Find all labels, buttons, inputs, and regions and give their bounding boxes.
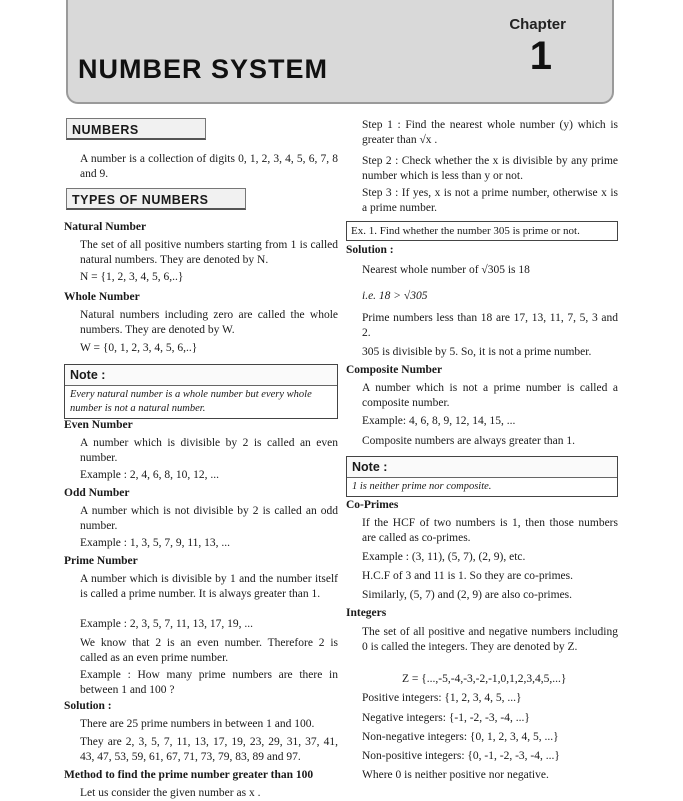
prime-number-text: A number which is divisible by 1 and the number itself is called a prime number. It is always greater than 1.: [80, 573, 338, 600]
hcf-text: H.C.F of 3 and 11 is 1. So they are co-primes.: [362, 570, 574, 582]
prime-number-example: Example : 2, 3, 5, 7, 11, 13, 17, 19, ...: [80, 618, 254, 630]
method-heading: Method to find the prime number greater than 100: [64, 769, 314, 781]
odd-number-example: Example : 1, 3, 5, 7, 9, 11, 13, ...: [80, 537, 231, 549]
solution-count: There are 25 prime numbers in between 1 and 100.: [80, 718, 315, 730]
odd-number-text: A number which is not divisible by 2 is called an odd number.: [80, 505, 338, 532]
solution-line-3: Prime numbers less than 18 are 17, 13, 11, 7, 5, 3 and 2.: [362, 312, 618, 339]
integers-set: Z = {...,-5,-4,-3,-2,-1,0,1,2,3,4,5,...}: [402, 673, 567, 685]
whole-number-text: Natural numbers including zero are called the whole numbers. They are denoted by W.: [80, 309, 338, 336]
non-negative-integers: Non-negative integers: {0, 1, 2, 3, 4, 5, ...}: [362, 731, 559, 743]
note-text-2: 1 is neither prime nor composite.: [352, 481, 492, 493]
non-positive-integers: Non-positive integers: {0, -1, -2, -3, -4, ...}: [362, 750, 560, 762]
chapter-title: NUMBER SYSTEM: [78, 54, 329, 84]
note-box-one: [346, 456, 618, 497]
composite-heading: Composite Number: [346, 364, 443, 376]
solution-line-4: 305 is divisible by 5. So, it is not a prime number.: [362, 346, 592, 358]
even-number-example: Example : 2, 4, 6, 8, 10, 12, ...: [80, 469, 219, 481]
solution-label: Solution :: [64, 700, 112, 712]
method-text: Let us consider the given number as x .: [80, 787, 261, 799]
zero-note: Where 0 is neither positive nor negative.: [362, 769, 549, 781]
natural-number-heading: Natural Number: [64, 221, 147, 233]
natural-number-text: The set of all positive numbers starting from 1 is called natural numbers. They are denoted by N.: [80, 239, 338, 266]
section-heading-numbers: NUMBERS: [66, 118, 206, 140]
chapter-banner: [66, 0, 614, 104]
whole-number-heading: Whole Number: [64, 291, 140, 303]
negative-integers: Negative integers: {-1, -2, -3, -4, ...}: [362, 712, 530, 724]
step-3: Step 3 : If yes, x is not a prime number, otherwise x is a prime number.: [362, 187, 618, 214]
coprimes-text: If the HCF of two numbers is 1, then those numbers are called as co-primes.: [362, 517, 618, 544]
natural-number-set: N = {1, 2, 3, 4, 5, 6,..}: [80, 271, 184, 283]
even-number-heading: Even Number: [64, 419, 133, 431]
even-number-text: A number which is divisible by 2 is called an even number.: [80, 437, 338, 464]
step-1: Step 1 : Find the nearest whole number (y) which is greater than √x .: [362, 119, 618, 146]
section-heading-types: TYPES OF NUMBERS: [66, 188, 246, 210]
chapter-number: 1: [529, 34, 552, 78]
solution-line-1: Nearest whole number of √305 is 18: [362, 264, 530, 276]
note-heading: Note :: [65, 365, 337, 386]
whole-number-set: W = {0, 1, 2, 3, 4, 5, 6,..}: [80, 342, 198, 354]
note-box-natural-whole: [64, 364, 338, 419]
integers-text: The set of all positive and negative numbers including 0 is called the integers. They are denoted by Z.: [362, 626, 618, 653]
similarly-text: Similarly, (5, 7) and (2, 9) are also co-primes.: [362, 589, 573, 601]
chapter-label: Chapter: [509, 16, 566, 33]
solution-prime-list: They are 2, 3, 5, 7, 11, 13, 17, 19, 23, 29, 31, 37, 41, 43, 47, 53, 59, 61, 67, 71, 73, 79, 83, 89 and 97.: [80, 736, 338, 763]
note-text: Every natural number is a whole number but every whole number is not a natural number.: [70, 389, 312, 414]
numbers-text: A number is a collection of digits 0, 1, 2, 3, 4, 5, 6, 7, 8 and 9.: [80, 153, 338, 180]
composite-example: Example: 4, 6, 8, 9, 12, 14, 15, ...: [362, 415, 516, 427]
solution-label-right: Solution :: [346, 244, 394, 256]
composite-greater: Composite numbers are always greater than 1.: [362, 435, 576, 447]
integers-heading: Integers: [346, 607, 387, 619]
solution-line-2: i.e. 18 > √305: [362, 290, 428, 302]
step-2: Step 2 : Check whether the x is divisible by any prime number which is less than y or not.: [362, 155, 618, 182]
positive-integers: Positive integers: {1, 2, 3, 4, 5, ...}: [362, 692, 522, 704]
odd-number-heading: Odd Number: [64, 487, 130, 499]
example-box: Ex. 1. Find whether the number 305 is prime or not.: [346, 221, 618, 241]
even-prime-text: We know that 2 is an even number. Therefore 2 is called as an even prime number.: [80, 637, 338, 664]
coprimes-example: Example : (3, 11), (5, 7), (2, 9), etc.: [362, 551, 526, 563]
prime-number-heading: Prime Number: [64, 555, 138, 567]
prime-count-question: Example : How many prime numbers are there in between 1 and 100 ?: [80, 669, 338, 696]
coprimes-heading: Co-Primes: [346, 499, 399, 511]
composite-text: A number which is not a prime number is called a composite number.: [362, 382, 618, 409]
note-heading-2: Note :: [347, 457, 617, 478]
